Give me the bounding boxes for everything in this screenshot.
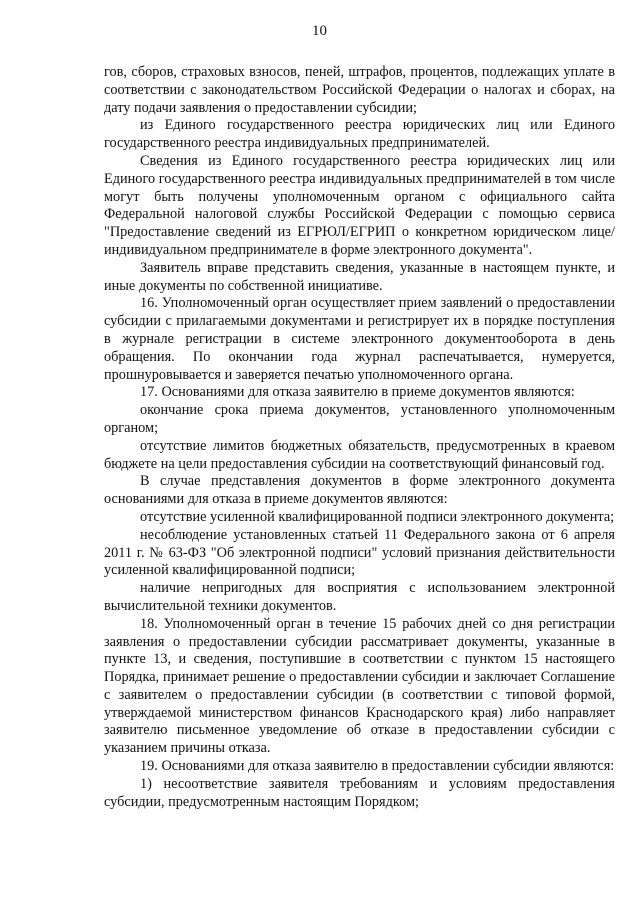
paragraph-unreadable-docs: наличие непригодных для восприятия с использованием электронной вычислительной техники документов. [104,580,615,614]
paragraph-own-initiative: Заявитель вправе представить сведения, указанные в настоящем пункте, и иные документы по собственной инициативе. [104,259,615,294]
paragraph-egrul-info: Сведения из Единого государственного реестра юридических лиц или Единого государственного реестра индивидуальных предпринимателей в том числе могут быть получены уполномоченным органом с официального сайта Федеральной налоговой службы Российской Федерации с помощью сервиса "Предоставление сведений из ЕГРЮЛ/ЕГРИП о конкретном юридическом лице/индивидуальном предпринимателе в форме электронного документа". [104,152,615,258]
paragraph-egrul-source: из Единого государственного реестра юридических лиц или Единого государственного реестра индивидуальных предпринимателей. [104,117,615,152]
paragraph-law-63fz: несоблюдение установленных статьей 11 Федерального закона от 6 апреля 2011 г. № 63-ФЗ "Об электронной подписи" условий признания действительности усиленной квалифицированной подписи; [104,526,615,579]
paragraph-item-19-1: 1) несоответствие заявителя требованиям и условиям предоставления субсидии, предусмотренным настоящим Порядком; [104,775,615,810]
paragraph-no-signature: отсутствие усиленной квалифицированной подписи электронного документа; [140,508,615,525]
paragraph-electronic-docs: В случае представления документов в форме электронного документа основаниями для отказа в приеме документов являются: [104,473,615,508]
paragraph-deadline: окончание срока приема документов, установленного уполномоченным органом; [104,402,615,436]
paragraph-budget-limits: отсутствие лимитов бюджетных обязательств, предусмотренных в краевом бюджете на цели предоставления субсидии на соответствующий финансовый год. [104,437,615,472]
document-body [104,64,615,811]
paragraph-item-19: 19. Основаниями для отказа заявителю в предоставлении субсидии являются: [140,758,615,775]
paragraph-continuation: гов, сборов, страховых взносов, пеней, штрафов, процентов, подлежащих уплате в соответствии с законодательством Российской Федерации о налогах и сборах, на дату подачи заявления о предоставлении субсидии; [104,64,615,116]
paragraph-item-18: 18. Уполномоченный орган в течение 15 рабочих дней со дня регистрации заявления о предоставлении субсидии рассматривает документы, указанные в пункте 13, и сведения, поступившие в соответствии с пунктом 15 настоящего Порядка, принимает решение о предоставлении субсидии и заключает Соглашение с заявителем о предоставлении субсидии (в соответствии с типовой формой, утверждаемой министерством финансов Краснодарского края) либо направляет заявителю письменное уведомление об отказе в предоставлении субсидии с указанием причины отказа. [104,615,615,757]
paragraph-item-17: 17. Основаниями для отказа заявителю в приеме документов являются: [140,384,575,401]
page-number: 10 [312,23,327,39]
paragraph-item-16: 16. Уполномоченный орган осуществляет прием заявлений о предоставлении субсидии с прилагаемыми документами и регистрирует их в порядке поступления в журнале регистрации в системе электронного документооборота в день обращения. По окончании года журнал распечатывается, нумеруется, прошнуровывается и заверяется печатью уполномоченного органа. [104,295,615,383]
